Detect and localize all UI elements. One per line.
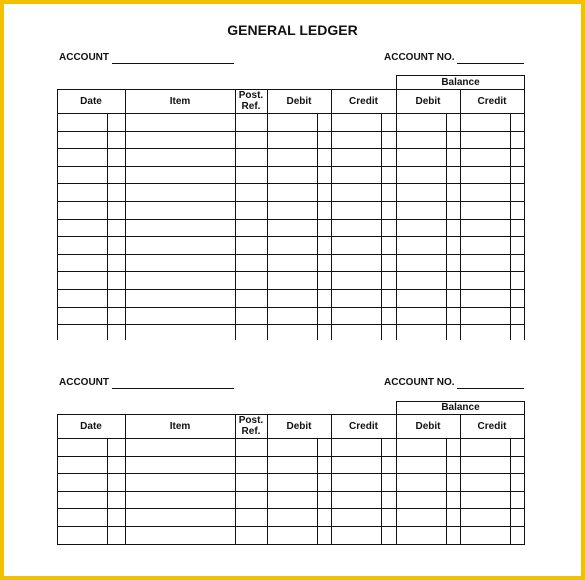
row-rule <box>57 166 525 167</box>
row-rule <box>57 508 525 509</box>
column-header: Credit <box>349 95 378 107</box>
row-rule <box>57 271 525 272</box>
header-bottom-rule <box>57 438 525 439</box>
account-label: ACCOUNT <box>59 377 109 388</box>
row-rule <box>57 201 525 202</box>
row-rule <box>57 219 525 220</box>
column-header: Date <box>80 95 102 107</box>
column-rule <box>235 414 236 544</box>
column-header: Debit <box>415 95 441 107</box>
column-header: Item <box>169 95 191 107</box>
page-title: GENERAL LEDGER <box>227 22 358 38</box>
column-rule <box>396 89 397 340</box>
column-header: Credit <box>477 420 507 432</box>
row-rule <box>57 526 525 527</box>
column-header: Debit <box>286 95 312 107</box>
column-rule <box>57 414 58 544</box>
balance-header: Balance <box>396 75 525 90</box>
row-rule <box>57 254 525 255</box>
account-field[interactable] <box>112 63 234 64</box>
row-rule <box>57 236 525 237</box>
column-rule <box>267 89 268 340</box>
row-rule <box>57 324 525 325</box>
column-header: Date <box>80 420 102 432</box>
account-no-label: ACCOUNT NO. <box>384 377 455 388</box>
column-rule <box>125 89 126 340</box>
column-header: Debit <box>415 420 441 432</box>
column-rule <box>125 414 126 544</box>
row-rule <box>57 473 525 474</box>
column-header: Credit <box>349 420 378 432</box>
column-header: Post. Ref. <box>238 90 264 112</box>
column-rule <box>267 414 268 544</box>
account-no-field[interactable] <box>457 63 524 64</box>
row-rule <box>57 544 525 545</box>
row-rule <box>57 131 525 132</box>
account-label: ACCOUNT <box>59 52 109 63</box>
column-header: Post. Ref. <box>238 415 264 437</box>
balance-header: Balance <box>396 401 525 415</box>
column-rule <box>57 89 58 340</box>
row-rule <box>57 491 525 492</box>
header-bottom-rule <box>57 113 525 114</box>
column-header: Credit <box>477 95 507 107</box>
column-rule <box>396 414 397 544</box>
row-rule <box>57 307 525 308</box>
row-rule <box>57 148 525 149</box>
column-header: Item <box>169 420 191 432</box>
column-header: Debit <box>286 420 312 432</box>
row-rule <box>57 289 525 290</box>
account-no-label: ACCOUNT NO. <box>384 52 455 63</box>
account-no-field[interactable] <box>457 388 524 389</box>
column-rule <box>524 89 525 340</box>
row-rule <box>57 456 525 457</box>
column-rule <box>460 414 461 544</box>
column-rule <box>524 414 525 544</box>
row-rule <box>57 183 525 184</box>
column-rule <box>331 414 332 544</box>
column-rule <box>331 89 332 340</box>
column-rule <box>235 89 236 340</box>
account-field[interactable] <box>112 388 234 389</box>
column-rule <box>460 89 461 340</box>
